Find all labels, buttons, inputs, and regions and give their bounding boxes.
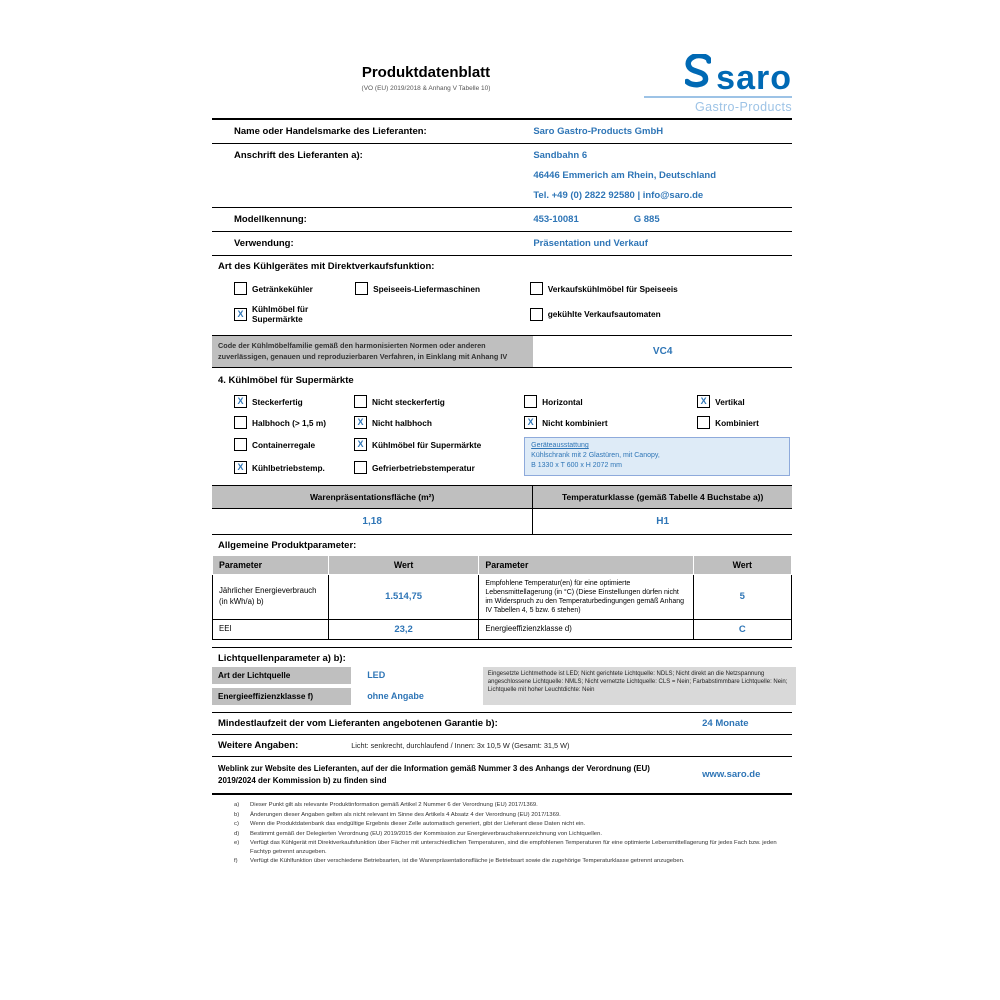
logo-brand: saro — [716, 59, 792, 98]
page-subtitle: (VO (EU) 2019/2018 & Anhang V Tabelle 10) — [361, 85, 491, 92]
param-temperature-value: 5 — [693, 574, 791, 619]
checkbox-icon — [524, 395, 537, 408]
option-kuehlmoebel-supermaerkte-2: X Kühlmöbel für Supermärkte — [354, 437, 524, 452]
address-line-2: 46446 Emmerich am Rhein, Deutschland — [533, 170, 716, 181]
row-supplier-name — [212, 120, 792, 144]
footnote: a) Dieser Punkt gilt als relevante Produktinformation gemäß Artikel 2 Nummer 6 der Verordnung (EU) 2017/1369. — [234, 801, 538, 808]
section-general-parameters — [212, 535, 792, 648]
footnote: c) Wenn die Produktdatenbank das endgültige Ergebnis dieser Zelle automatisch generiert, gibt der Lieferant diese Daten nicht ein. — [234, 821, 586, 828]
light-type-label: Art der Lichtquelle — [212, 667, 351, 684]
datasheet-header — [212, 50, 792, 114]
area-header: Warenpräsentationsfläche (m²) — [212, 486, 533, 508]
light-class-label: Energieeffizienzklasse f) — [212, 688, 351, 705]
option-nicht-kombiniert: X Nicht kombiniert — [524, 416, 697, 429]
class-value: H1 — [656, 515, 670, 527]
option-kombiniert: Kombiniert — [697, 416, 792, 429]
param-temperature-label: Empfohlene Temperatur(en) für eine optimierte Lebensmittellagerung (in °C) (Diese Einstellungen dürfen nicht im Widerspruch zu den Temperaturbedingungen gemäß Anhang IV Tabellen 4, 5 bzw. 6 stehen) — [479, 574, 693, 619]
checkbox-icon — [355, 282, 368, 295]
usage-label: Verwendung: — [234, 238, 294, 249]
equipment-title: Geräteausstattung — [531, 442, 589, 450]
device-type-options — [212, 274, 792, 328]
row-guarantee — [212, 713, 792, 735]
option-speiseeis-liefermaschinen: Speiseeis-Liefermaschinen — [355, 282, 530, 295]
parameters-row-energy — [213, 574, 792, 619]
address-line-1: Sandbahn 6 — [533, 150, 588, 161]
additional-info-value: Licht: senkrecht, durchlaufend / Innen: 3x 10,5 W (Gesamt: 31,5 W) — [351, 740, 570, 750]
checkbox-icon — [697, 416, 710, 429]
checkbox-icon — [354, 395, 367, 408]
footnote: d) Bestimmt gemäß der Delegierten Verordnung (EU) 2019/2015 der Kommission zur Energieverbrauchskennzeichnung von Lichtquellen. — [234, 830, 602, 837]
family-code-value: VC4 — [652, 346, 673, 358]
supplier-name-label: Name oder Handelsmarke des Lieferanten: — [234, 126, 427, 137]
device-type-heading: Art des Kühlgerätes mit Direktverkaufsfunktion: — [218, 261, 435, 272]
option-gefrierbetriebstemperatur: Gefrierbetriebstemperatur — [354, 460, 524, 475]
guarantee-label: Mindestlaufzeit der vom Lieferanten angebotenen Garantie b): — [218, 717, 498, 729]
weblink-label: Weblink zur Website des Lieferanten, auf der die Information gemäß Nummer 3 des Anhangs der Verordnung (EU) 2019/2024 der Kommission b) zu finden sind — [218, 763, 650, 785]
supplier-address-label: Anschrift des Lieferanten a): — [234, 150, 363, 161]
checkbox-icon: X — [354, 438, 367, 451]
col-header-wert-2: Wert — [693, 555, 791, 574]
option-containerregale: Containerregale — [234, 437, 354, 452]
general-parameters-heading: Allgemeine Produktparameter: — [218, 539, 357, 551]
option-halbhoch: Halbhoch (> 1,5 m) — [234, 416, 354, 429]
light-parameters-heading: Lichtquellenparameter a) b): — [218, 652, 346, 664]
supermarket-heading: 4. Kühlmöbel für Supermärkte — [218, 375, 354, 387]
guarantee-value: 24 Monate — [702, 717, 749, 729]
param-class-label: Energieeffizienzklasse d) — [479, 619, 693, 639]
supplier-name-value: Saro Gastro-Products GmbH — [533, 126, 664, 137]
equipment-line-2: B 1330 x T 600 x H 2072 mm — [531, 462, 622, 470]
product-datasheet — [212, 50, 792, 867]
footnote: e) Verfügt das Kühlgerät mit Direktverkaufsfunktion über Fächer mit unterschiedlichen Temperaturen, sind die empfohlenen Temperaturen für eine optimierte Lebensmittellagerung für jedes Fach bzw. jeden Fachtyp getrennt anzugeben. — [234, 840, 777, 855]
row-family-code — [212, 336, 792, 368]
logo-tagline: Gastro-Products — [694, 100, 792, 114]
light-type-value: LED — [367, 670, 386, 681]
datasheet-table — [212, 118, 792, 795]
option-kuehlbetriebstemp: X Kühlbetriebstemp. — [234, 460, 354, 475]
checkbox-icon — [234, 416, 247, 429]
row-additional-info — [212, 735, 792, 757]
additional-info-label: Weitere Angaben: — [218, 739, 299, 751]
logo-divider — [644, 96, 792, 98]
area-class-values — [212, 509, 792, 535]
section-light-parameters — [212, 648, 792, 713]
light-note: Eingesetzte Lichtmethode ist LED; Nicht gerichtete Lichtquelle: NDLS; Nicht direkt an die Netzspannung angeschlossene Lichtquelle: NMLS; Nicht vernetzte Lichtquelle: CLS = Nein; Farbabstimmbare Lichtquelle: Nein; Lichtquelle mit hoher Leuchtdichte: Nein — [483, 667, 796, 705]
checkbox-icon — [234, 438, 247, 451]
option-vertikal: X Vertikal — [697, 395, 792, 408]
option-kuehlmoebel-supermaerkte: X Kühlmöbel für Supermärkte — [234, 304, 355, 324]
light-parameters-table — [212, 667, 792, 705]
equipment-line-1: Kühlschrank mit 2 Glastüren, mit Canopy, — [531, 452, 660, 460]
option-verkaufskuehlmoebel-speiseeis: Verkaufskühlmöbel für Speiseeis — [530, 282, 792, 295]
row-usage — [212, 232, 792, 256]
class-header: Temperaturklasse (gemäß Tabelle 4 Buchstabe a)) — [561, 491, 764, 502]
section-device-type — [212, 256, 792, 336]
model-number: 453-10081 — [533, 214, 579, 225]
checkbox-icon: X — [697, 395, 710, 408]
param-class-value: C — [693, 619, 791, 639]
footnote: b) Änderungen dieser Angaben gelten als nicht relevant im Sinne des Artikels 4 Absatz 4 der Verordnung (EU) 2017/1369. — [234, 811, 561, 818]
checkbox-icon — [530, 308, 543, 321]
page-title: Produktdatenblatt — [361, 64, 491, 81]
param-energy-value: 1.514,75 — [328, 574, 479, 619]
model-values — [533, 214, 792, 225]
parameters-header-row — [213, 555, 792, 574]
param-eei-label: EEI — [213, 619, 329, 639]
usage-value: Präsentation und Verkauf — [533, 238, 648, 249]
option-getraenkekuehler: Getränkekühler — [234, 282, 355, 295]
checkbox-icon — [354, 461, 367, 474]
row-supplier-address — [212, 144, 792, 208]
weblink-url[interactable]: www.saro.de — [702, 769, 761, 781]
equipment-info-box — [524, 437, 790, 475]
option-nicht-halbhoch: X Nicht halbhoch — [354, 416, 524, 429]
option-nicht-steckerfertig: Nicht steckerfertig — [354, 395, 524, 408]
checkbox-icon: X — [234, 461, 247, 474]
model-label: Modellkennung: — [234, 214, 307, 225]
model-code: G 885 — [633, 214, 660, 225]
area-value: 1,18 — [212, 509, 533, 534]
saro-s-icon — [685, 54, 711, 93]
title-block — [212, 50, 640, 92]
supermarket-options — [212, 388, 792, 477]
footnotes — [212, 795, 792, 866]
row-weblink — [212, 757, 792, 795]
param-eei-value: 23,2 — [328, 619, 479, 639]
col-header-wert-1: Wert — [328, 555, 479, 574]
footnote: f) Verfügt die Kühlfunktion über verschiedene Betriebsarten, ist die Warenpräsentationsfläche je Betriebsart sowie die zugehörige Temperaturklasse getrennt anzugeben. — [234, 858, 685, 865]
family-code-label: Code der Kühlmöbelfamilie gemäß den harmonisierten Normen oder anderen zuverlässigen, genauen und reproduzierbaren Verfahren, in Einklang mit Anhang IV — [212, 336, 533, 367]
address-line-3: Tel. +49 (0) 2822 92580 | info@saro.de — [533, 190, 704, 201]
option-gekuehlte-verkaufsautomaten: gekühlte Verkaufsautomaten — [530, 304, 792, 324]
checkbox-icon: X — [234, 395, 247, 408]
checkbox-icon — [530, 282, 543, 295]
checkbox-icon: X — [234, 308, 247, 321]
option-horizontal: Horizontal — [524, 395, 697, 408]
checkbox-icon: X — [354, 416, 367, 429]
section-supermarket — [212, 368, 792, 485]
checkbox-icon: X — [524, 416, 537, 429]
param-energy-label: Jährlicher Energieverbrauch (in kWh/a) b) — [213, 574, 329, 619]
checkbox-icon — [234, 282, 247, 295]
col-header-parameter-1: Parameter — [213, 555, 329, 574]
supplier-address-value — [533, 150, 792, 201]
light-class-value: ohne Angabe — [367, 691, 424, 702]
col-header-parameter-2: Parameter — [479, 555, 693, 574]
area-class-header — [212, 486, 792, 509]
option-steckerfertig: X Steckerfertig — [234, 395, 354, 408]
saro-logo — [640, 50, 792, 114]
row-model — [212, 208, 792, 232]
parameters-row-eei — [213, 619, 792, 639]
parameters-table — [212, 555, 792, 640]
